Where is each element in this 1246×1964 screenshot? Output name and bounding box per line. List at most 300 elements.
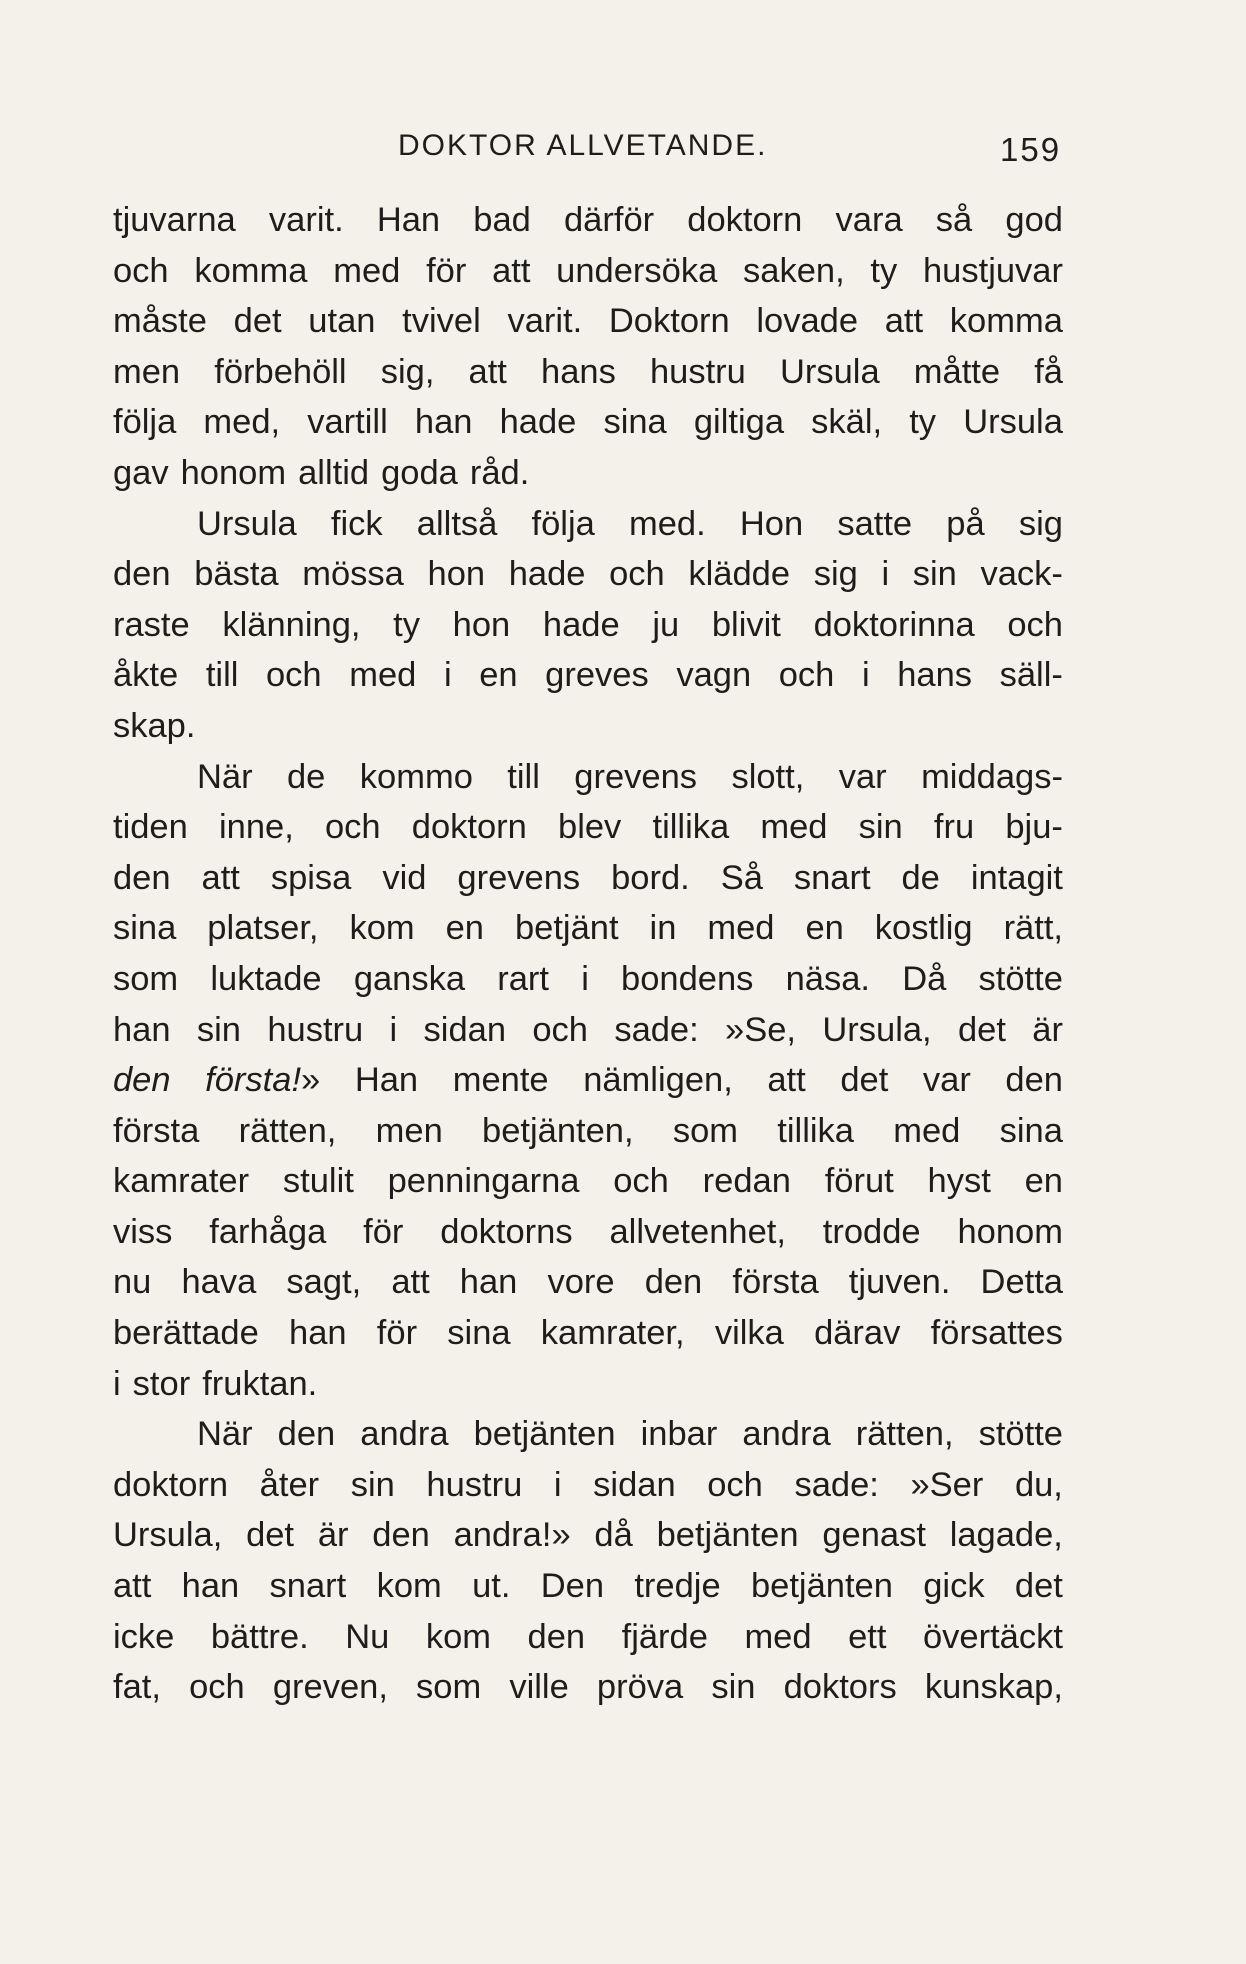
word: hade [499,403,577,442]
word: det [233,302,282,341]
word: »Ser [910,1465,984,1504]
word: och [609,555,665,594]
word: raste [113,605,190,644]
word: i [553,1465,562,1504]
word: till [507,757,540,796]
word: kamrater [113,1162,250,1201]
word: och [324,808,381,847]
word: vid [382,858,427,897]
word: åter [259,1465,320,1504]
word: ty [393,605,420,644]
word: Han [354,1061,419,1100]
word: » [301,1061,321,1100]
word: med. [628,504,706,543]
text-line [113,296,1063,347]
word: rätt, [1003,909,1063,948]
word: sina [447,1314,511,1353]
text-line [113,1561,1063,1612]
text-line [113,853,1063,904]
word: mente [452,1061,549,1100]
word: mössa [302,555,404,594]
word: betjänt [514,909,619,948]
word: doktorns [440,1212,573,1251]
word: är [1032,1010,1063,1049]
word: hustjuvar [922,251,1063,290]
word: tiden [113,808,188,847]
word: var [838,757,887,796]
paragraph-1 [113,195,1063,499]
word: kom [349,909,415,948]
word: hade [508,555,586,594]
word: på [946,504,985,543]
word: fat, [113,1668,161,1707]
word: men [113,352,181,391]
word: bju- [1005,808,1063,847]
word: stötte [978,959,1063,998]
word: sin [711,1668,756,1707]
word: berättade [113,1314,259,1353]
word: och [613,1162,669,1201]
text-line [113,1005,1063,1056]
word: vara [835,201,903,239]
word: rätten, [855,1415,954,1454]
word: fru [933,808,975,847]
word: doktorn [411,808,527,847]
word: allvetenhet, [609,1212,786,1251]
text-line [113,1207,1063,1258]
word: vack- [980,555,1063,594]
word: stötte [978,1415,1063,1454]
paragraph-2 [113,499,1063,752]
word: som [113,959,179,998]
word: sidan [593,1465,676,1504]
word: den [644,1263,703,1302]
word: platser, [207,909,319,948]
word: fruktan. [202,1364,318,1403]
body-text [113,195,1063,1713]
word: men [375,1111,443,1150]
word: hustru [267,1010,364,1049]
word: doktors [783,1668,897,1707]
word: därav [814,1314,901,1353]
word: och [266,656,322,695]
word: den [1005,1061,1063,1100]
word: vartill [307,403,388,442]
word: När [197,1415,253,1454]
word: den [113,858,171,897]
word: så [935,201,973,239]
word: rätten, [238,1111,337,1150]
word: att [391,1263,430,1302]
word: sin [858,808,903,847]
word: lagade, [949,1516,1063,1555]
word: att [201,858,240,897]
word: första [113,1111,200,1150]
word: med [349,656,417,695]
word: middags- [921,757,1063,796]
word: betjänten [656,1516,799,1555]
word: farhåga [209,1212,327,1251]
italic-text: första! [205,1061,302,1100]
word: vagn [676,656,752,695]
word: fjärde [621,1617,708,1656]
word: bästa [194,555,279,594]
running-title: DOKTOR ALLVETANDE. [398,129,768,162]
italic-text: den [113,1061,171,1100]
word: Doktorn [608,302,730,341]
word: för [363,1212,404,1251]
word: i [581,959,589,998]
word: sina [603,403,667,442]
word: övertäckt [922,1617,1063,1656]
word: spisa [270,858,352,897]
word: ty [870,251,898,290]
word: en [805,909,844,948]
word: åkte [113,656,179,695]
text-line [113,1510,1063,1561]
word: icke [113,1617,175,1656]
word: ganska [353,959,466,998]
word: du, [1014,1465,1063,1504]
word: hava [181,1263,257,1302]
word: intagit [970,858,1063,897]
word: hustru [426,1465,523,1504]
word: fick [330,504,383,543]
word: Detta [980,1263,1063,1302]
text-line [113,650,1063,701]
word: den [113,555,171,594]
word: ut. [472,1567,511,1606]
word: Nu [345,1617,390,1656]
word: näsa. [785,959,871,998]
text-line [113,195,1063,246]
word: bondens [621,959,754,998]
word: förbehöll [214,352,347,391]
word: hon [427,555,486,594]
word: den [277,1415,336,1454]
word [205,1055,320,1106]
word: hans [897,656,973,695]
text-line [113,1308,1063,1359]
word: för [426,251,467,290]
word: sade: [794,1465,879,1504]
word: att [113,1567,152,1606]
word: det [840,1061,889,1100]
word: att [767,1061,806,1100]
word: genast [822,1516,926,1555]
word: sin [350,1465,395,1504]
word: saken, [743,251,845,290]
word: Den [540,1567,605,1606]
word: rart [497,959,549,998]
word: vilka [714,1314,784,1353]
word: gav [113,453,169,492]
word: undersöka [556,251,718,290]
word: snart [793,858,871,897]
word: ty [909,403,937,442]
word: tillika [652,808,730,847]
word: andra [742,1415,831,1454]
word: han [289,1314,347,1353]
word: det [246,1516,295,1555]
word: i [861,656,870,695]
word: bord. [611,858,690,897]
word: klädde [688,555,791,594]
word: lovade [756,302,859,341]
word: med [760,808,828,847]
word: han [459,1263,518,1302]
word: honom [957,1212,1063,1251]
text-line [113,1662,1063,1713]
word: honom [180,453,287,492]
word: måtte [913,352,1001,391]
word: och [1007,605,1063,644]
word: andra!» [453,1516,571,1555]
word: är [317,1516,349,1555]
word: med, [203,403,281,442]
word: Ursula, [113,1516,223,1555]
word: med [744,1617,812,1656]
word: Ursula [779,352,880,391]
word: och [707,1465,763,1504]
word: Ursula, [822,1010,932,1049]
word: sade: [614,1010,699,1049]
word: greven, [272,1668,388,1707]
word: betjänten [750,1567,893,1606]
text-line [113,499,1063,550]
word: greves [545,656,649,695]
word: hon [452,605,511,644]
word: sidan [423,1010,507,1049]
text-line [113,397,1063,448]
word: nu [113,1263,152,1302]
word: tvivel [402,302,481,341]
word: klänning, [222,605,361,644]
word: ju [652,605,680,644]
word: giltiga [693,403,785,442]
word: skäl, [811,403,883,442]
word: kommo [359,757,473,796]
word: När [197,757,253,796]
word: doktorinna [813,605,975,644]
word: Så [720,858,763,897]
word: stor [132,1364,191,1403]
text-line [113,1257,1063,1308]
word: tredje [634,1567,721,1606]
word: i [443,656,452,695]
word: alltid [298,453,370,492]
word: de [287,757,326,796]
word: som [672,1111,739,1150]
word: andra [360,1415,449,1454]
word: sina [113,909,177,948]
word: Ursula [963,403,1063,442]
word: penningarna [387,1162,580,1201]
word: kunskap, [924,1668,1063,1707]
word: då [594,1516,633,1555]
word: förut [824,1162,894,1201]
word: luktade [210,959,322,998]
word: stulit [282,1162,354,1201]
word: med [707,909,775,948]
word: därför [564,201,655,239]
word: doktorn [687,201,803,239]
text-line [113,903,1063,954]
word: komma [194,251,308,290]
word: med [893,1111,961,1150]
word: bättre. [210,1617,309,1656]
word: vore [547,1263,615,1302]
word: till [205,656,239,695]
word [113,1055,171,1106]
word: god [1005,201,1063,239]
word: i [389,1010,398,1049]
word: hyst [927,1162,991,1201]
word: Hon [739,504,804,543]
word: få [1034,352,1063,391]
word: säll- [999,656,1063,695]
word: Ursula [197,504,297,543]
word: goda [381,453,458,492]
text-line [113,448,1063,499]
word: gick [923,1567,985,1606]
word: inne, [218,808,294,847]
word: varit. [268,201,344,239]
text-line [113,752,1063,803]
word: en [1024,1162,1063,1201]
word: snart [269,1567,347,1606]
word: grevens [574,757,698,796]
word: Han [376,201,441,239]
word: sagt, [286,1263,362,1302]
text-line [113,802,1063,853]
word: grevens [457,858,581,897]
word: hans [541,352,616,391]
word: tjuven. [848,1263,951,1302]
word: det [957,1010,1006,1049]
word: och [532,1010,588,1049]
word: satte [837,504,913,543]
word: betjänten, [482,1111,634,1150]
word: blev [558,808,622,847]
word: och [778,656,835,695]
word: första [732,1263,819,1302]
text-line [113,954,1063,1005]
paragraph-3 [113,752,1063,1410]
word: kom [376,1567,442,1606]
word: varit. [507,302,583,341]
text-line [113,347,1063,398]
word: sin [196,1010,241,1049]
word: för [376,1314,418,1353]
word: blivit [711,605,781,644]
word: sin [912,555,957,594]
text-line [113,1156,1063,1207]
word: sig [1018,504,1063,543]
text-line-italic [113,1055,1063,1106]
text-line [113,600,1063,651]
word: ett [848,1617,887,1656]
text-line [113,246,1063,297]
word: sina [999,1111,1063,1150]
word: tillika [777,1111,854,1150]
word: de [901,858,940,897]
word: sig [813,555,858,594]
word: betjänten [473,1415,616,1454]
word: i [881,555,890,594]
paragraph-4 [113,1409,1063,1713]
word: viss [113,1212,173,1251]
word: försattes [930,1314,1063,1353]
word: i [113,1364,121,1403]
word: han [113,1010,171,1049]
word: som [416,1668,482,1707]
word: att [468,352,507,391]
word: sig, [380,352,435,391]
word: han [414,403,473,442]
word: in [649,909,677,948]
word: doktorn [113,1465,229,1504]
word: pröva [596,1668,684,1707]
word: kom [425,1617,492,1656]
word: alltså [416,504,498,543]
word: hustru [649,352,746,391]
word: kamrater, [540,1314,685,1353]
word: hade [542,605,620,644]
word: att [492,251,531,290]
text-line [113,1359,1063,1410]
word: och [189,1668,245,1707]
text-line [113,701,1063,752]
word: tjuvarna [113,201,236,239]
word: följa [531,504,595,543]
word: han [181,1567,240,1606]
word: den [527,1617,586,1656]
word: komma [949,302,1063,341]
word: trodde [822,1212,921,1251]
word: ville [509,1668,569,1707]
word: och [113,251,169,290]
text-line [113,1106,1063,1157]
text-line [113,1612,1063,1663]
page-number: 159 [1000,131,1062,168]
word: slott, [731,757,805,796]
word: nämligen, [583,1061,733,1100]
word: skap. [113,706,196,745]
word: inbar [640,1415,718,1454]
word: följa [113,403,177,442]
word: var [922,1061,971,1100]
running-head [0,126,1246,166]
word: bad [473,201,531,239]
text-line [113,1409,1063,1460]
word: en [445,909,484,948]
word: att [884,302,924,341]
word: »Se, [725,1010,797,1049]
word: måste [113,302,207,341]
word: råd. [469,453,530,492]
word: redan [702,1162,791,1201]
word: en [479,656,518,695]
word: utan [308,302,376,341]
text-line [113,549,1063,600]
word: det [1014,1567,1063,1606]
text-line [113,1460,1063,1511]
word: kostlig [874,909,973,948]
word: Då [902,959,947,998]
word: den [372,1516,430,1555]
word: med [333,251,401,290]
